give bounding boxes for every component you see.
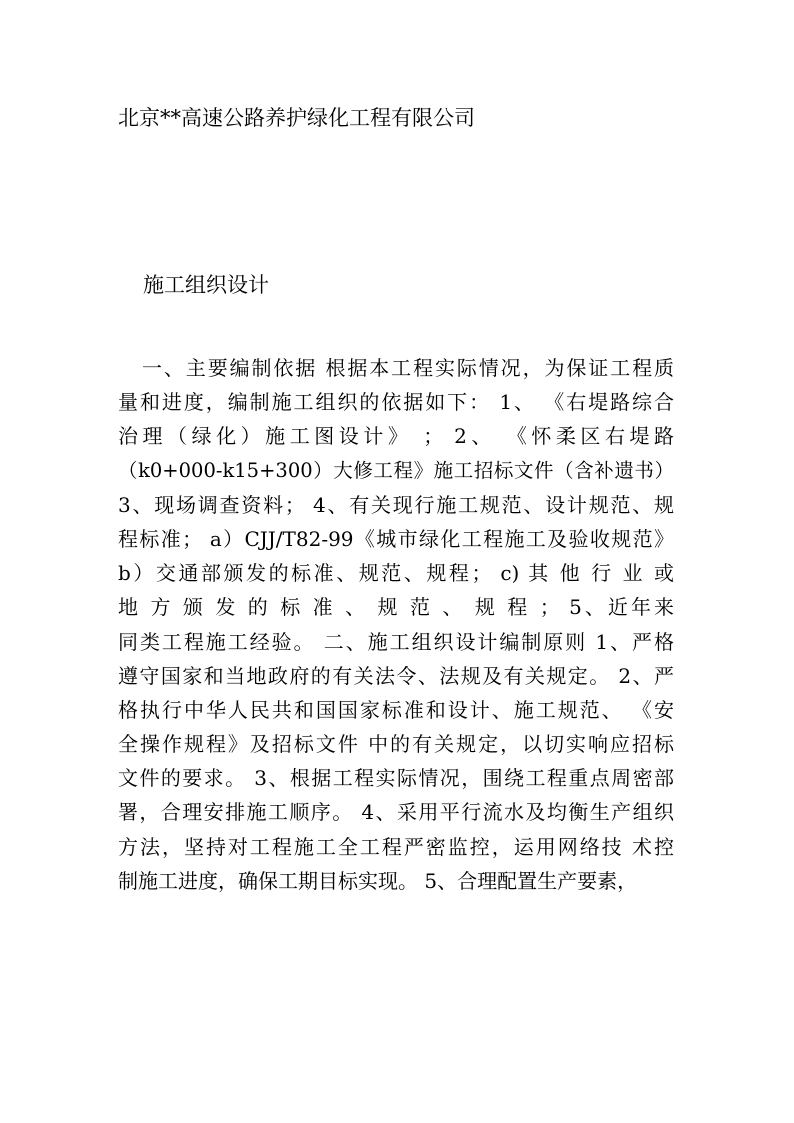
- document-title: 施工组织设计: [143, 273, 269, 297]
- body-line: 全操作规程》及招标文件 中的有关规定，以切实响应招标: [118, 732, 674, 757]
- body-line: （k0+000-k15+300）大修工程》施工招标文件（含补遗书）: [118, 458, 674, 482]
- body-line: b）交通部颁发的标准、规范、规程； c) 其 他 行 业 或: [118, 561, 674, 586]
- body-line: 遵守国家和当地政府的有关法令、法规及有关规定。 2、严: [118, 663, 674, 688]
- body-line: 格执行中华人民共和国国家标准和设计、施工规范、 《安: [118, 697, 674, 722]
- body-line: 地 方 颁 发 的 标 准 、 规 范 、 规 程 ； 5、近年来: [118, 595, 674, 620]
- body-line: 一、主要编制依据 根据本工程实际情况，为保证工程质: [142, 356, 674, 380]
- body-line: 程标准； a）CJJ/T82-99《城市绿化工程施工及验收规范》: [118, 526, 674, 551]
- body-line: 方法，坚持对工程施工全工程严密监控，运用网络技 术控: [118, 834, 674, 859]
- body-line: 同类工程施工经验。 二、施工组织设计编制原则 1、严格: [118, 629, 674, 654]
- company-name: 北京**高速公路养护绿化工程有限公司: [118, 106, 475, 130]
- body-line: 署，合理安排施工顺序。 4、采用平行流水及均衡生产组织: [118, 800, 674, 825]
- body-line: 量和进度，编制施工组织的依据如下： 1、 《右堤路综合: [118, 390, 674, 415]
- body-line: 制施工进度，确保工期目标实现。 5、合理配置生产要素，: [118, 868, 638, 893]
- body-line: 治理（绿化）施工图设计》 ； 2、 《怀柔区右堤路: [118, 424, 674, 449]
- body-line: 文件的要求。 3、根据工程实际情况，围绕工程重点周密部: [118, 766, 674, 791]
- body-text: [118, 351, 674, 898]
- body-line: 3、现场调查资料； 4、有关现行施工规范、设计规范、规: [118, 492, 674, 517]
